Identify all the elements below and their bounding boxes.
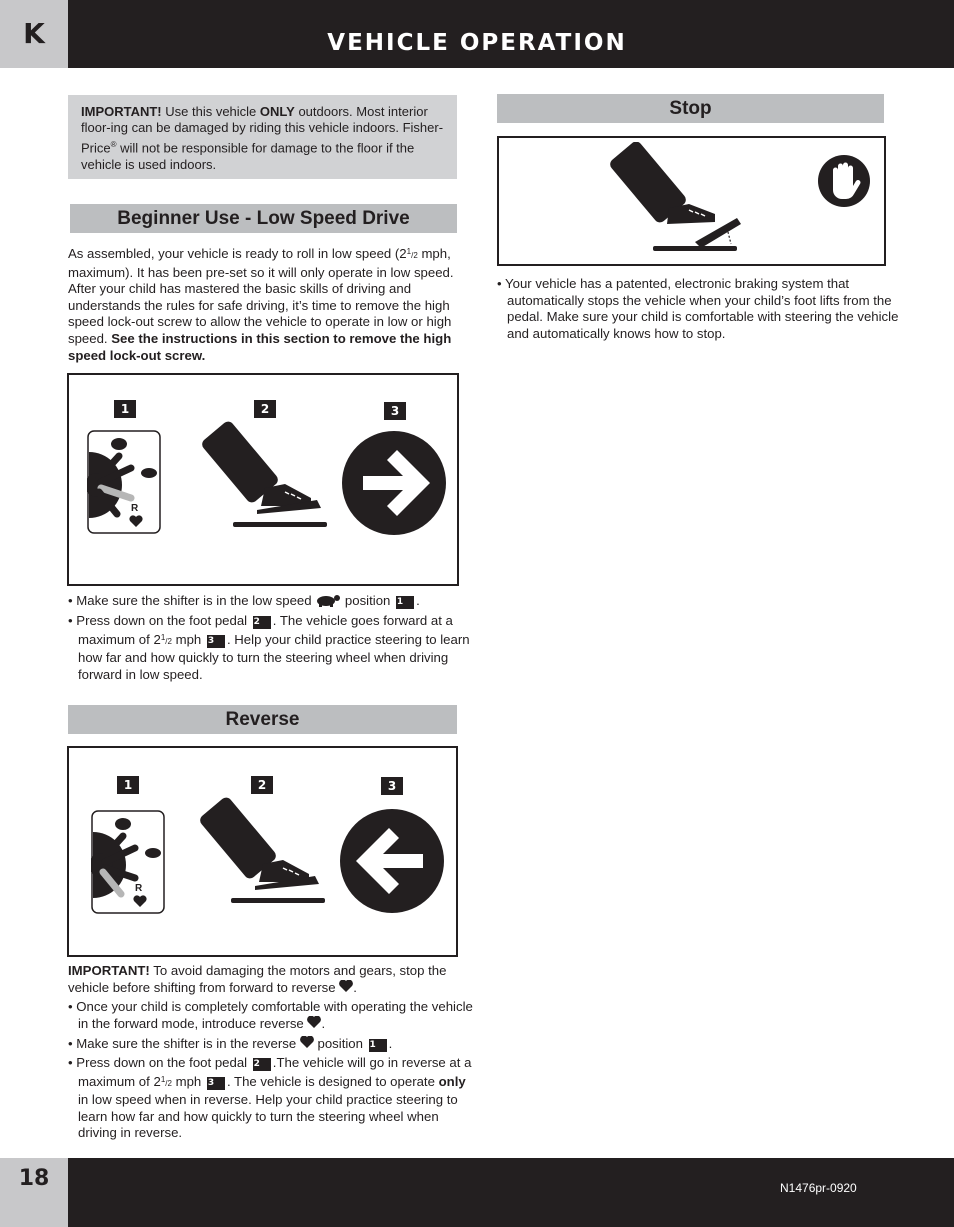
stop-section-title xyxy=(497,94,884,123)
beginner-paragraph xyxy=(68,244,458,364)
beginner-b2-text-b: . The vehicle goes forward at a maximum of 2 xyxy=(78,613,453,647)
registered-mark: ® xyxy=(110,139,117,149)
arrow-left-icon xyxy=(339,808,445,914)
reverse-bullet-3 xyxy=(68,1055,473,1142)
frac-num: 1 xyxy=(160,632,166,642)
reverse-b3-only: only xyxy=(438,1073,466,1089)
frac-sep: / xyxy=(165,1078,168,1088)
reverse-b3-text-e: in low speed when in reverse. Help your child practice steering to learn how far and how quickly to turn the steering wheel when driving in reverse. xyxy=(78,1092,458,1141)
reverse-important-text: To avoid damaging the motors and gears, stop the vehicle before shifting from forward to reverse xyxy=(68,963,447,995)
beginner-text-a: As assembled, your vehicle is ready to roll in low speed (2 xyxy=(68,246,407,261)
inline-badge-3: 3 xyxy=(207,635,225,648)
document-code: N1476pr-0920 xyxy=(780,1181,857,1195)
important-text-3: will not be responsible for damage to the floor if the vehicle is used indoors. xyxy=(81,140,415,172)
step-badge-3: 3 xyxy=(384,402,406,420)
reverse-b2-text-a: • Make sure the shifter is in the reverse xyxy=(68,1036,297,1051)
reverse-important-end: . xyxy=(353,979,357,995)
beginner-b1-text-b: position xyxy=(344,593,391,608)
inline-badge-2: 2 xyxy=(253,616,271,629)
inline-badge-1: 1 xyxy=(369,1039,387,1052)
shifter-icon xyxy=(87,430,161,535)
foot-pedal-icon xyxy=(607,142,747,254)
beginner-text-b: mph, maximum). It has been pre-set so it will only operate in low speed. After your child has mastered the basic skills of driving and understands the rules for safe driving, it’s time to remove the high speed lock-out screw to allow the vehicle to operate in low or high speed. xyxy=(68,246,454,346)
beginner-bullet-2 xyxy=(68,613,478,683)
stop-title-text: Stop xyxy=(669,98,712,119)
heart-reverse-icon xyxy=(307,1016,321,1028)
reverse-bullet-2 xyxy=(68,1036,478,1053)
heart-reverse-icon xyxy=(339,980,353,992)
reverse-b3-text-c: mph xyxy=(171,1073,202,1089)
frac-num: 1 xyxy=(406,247,412,256)
frac-sep: / xyxy=(411,251,414,260)
beginner-illustration-panel xyxy=(67,373,459,586)
beginner-section-title xyxy=(70,204,457,233)
step-badge-3: 3 xyxy=(381,777,403,795)
arrow-right-icon xyxy=(341,430,447,536)
inline-badge-1: 1 xyxy=(396,596,414,609)
reverse-b1-text-b: . xyxy=(321,1015,326,1031)
inline-badge-2: 2 xyxy=(253,1058,271,1071)
important-label: IMPORTANT! xyxy=(81,104,162,119)
important-notice xyxy=(68,95,457,179)
frac-den: 2 xyxy=(167,636,172,646)
shifter-r-label: R xyxy=(131,503,139,514)
foot-pedal-icon xyxy=(199,420,329,530)
stop-bullet-1 xyxy=(497,276,907,342)
beginner-b1-text-c: . xyxy=(416,593,420,608)
important-text-2: outdoors. Most interior floor-ing can be damaged by riding this vehicle indoors. Fisher-Price xyxy=(81,104,444,156)
reverse-bullet-1 xyxy=(68,999,478,1032)
heart-reverse-icon xyxy=(300,1036,314,1048)
beginner-b2-text-a: • Press down on the foot pedal xyxy=(68,613,248,628)
beginner-bullet-1 xyxy=(68,593,478,610)
reverse-important-label: IMPORTANT! xyxy=(68,963,150,978)
reverse-title-text: Reverse xyxy=(225,709,300,730)
reverse-b3-text-b: .The vehicle will go in reverse at a maximum of 2 xyxy=(78,1055,472,1089)
page-number: 18 xyxy=(18,1166,50,1191)
stop-b1-text: • Your vehicle has a patented, electronic braking system that automatically stops the vehicle when your child’s foot lifts from the pedal. Make sure your child is comfortable with steering the vehicle and automatically knows how to stop. xyxy=(497,276,899,341)
step-badge-1: 1 xyxy=(114,400,136,418)
reverse-section-title xyxy=(68,705,457,734)
section-letter: K xyxy=(23,17,45,50)
reverse-b3-text-a: • Press down on the foot pedal xyxy=(68,1055,248,1070)
important-only: ONLY xyxy=(259,104,295,119)
beginner-b2-text-d: . Help your child practice steering to learn how far and how quickly to turn the steering wheel when driving forward in low speed. xyxy=(78,631,470,682)
reverse-b3-text-d: . The vehicle is designed to operate xyxy=(226,1073,439,1089)
stop-hand-icon xyxy=(817,154,871,208)
reverse-important xyxy=(68,963,463,996)
shifter-icon xyxy=(91,810,165,915)
reverse-b2-text-c: . xyxy=(388,1036,393,1051)
reverse-b1-text-a: • Once your child is completely comfortable with operating the vehicle in the forward mode, introduce reverse xyxy=(68,999,473,1031)
stop-illustration-panel xyxy=(497,136,886,266)
step-badge-2: 2 xyxy=(251,776,273,794)
frac-den: 2 xyxy=(167,1078,172,1088)
beginner-b1-text-a: • Make sure the shifter is in the low speed xyxy=(68,593,312,608)
reverse-b2-text-b: position xyxy=(317,1036,363,1051)
foot-pedal-icon xyxy=(197,796,327,906)
shifter-r-label: R xyxy=(135,883,143,894)
turtle-icon xyxy=(315,593,341,607)
beginner-title-text: Beginner Use - Low Speed Drive xyxy=(117,208,410,229)
frac-den: 2 xyxy=(413,251,418,260)
frac-sep: / xyxy=(165,636,168,646)
step-badge-1: 1 xyxy=(117,776,139,794)
beginner-text-bold: See the instructions in this section to remove the high speed lock-out screw. xyxy=(68,330,452,363)
frac-num: 1 xyxy=(160,1074,166,1084)
page-title: VEHICLE OPERATION xyxy=(327,30,627,56)
inline-badge-3: 3 xyxy=(207,1077,225,1090)
beginner-b2-text-c: mph xyxy=(171,631,202,647)
reverse-illustration-panel xyxy=(67,746,458,957)
important-text-1: Use this vehicle xyxy=(161,104,260,119)
step-badge-2: 2 xyxy=(254,400,276,418)
